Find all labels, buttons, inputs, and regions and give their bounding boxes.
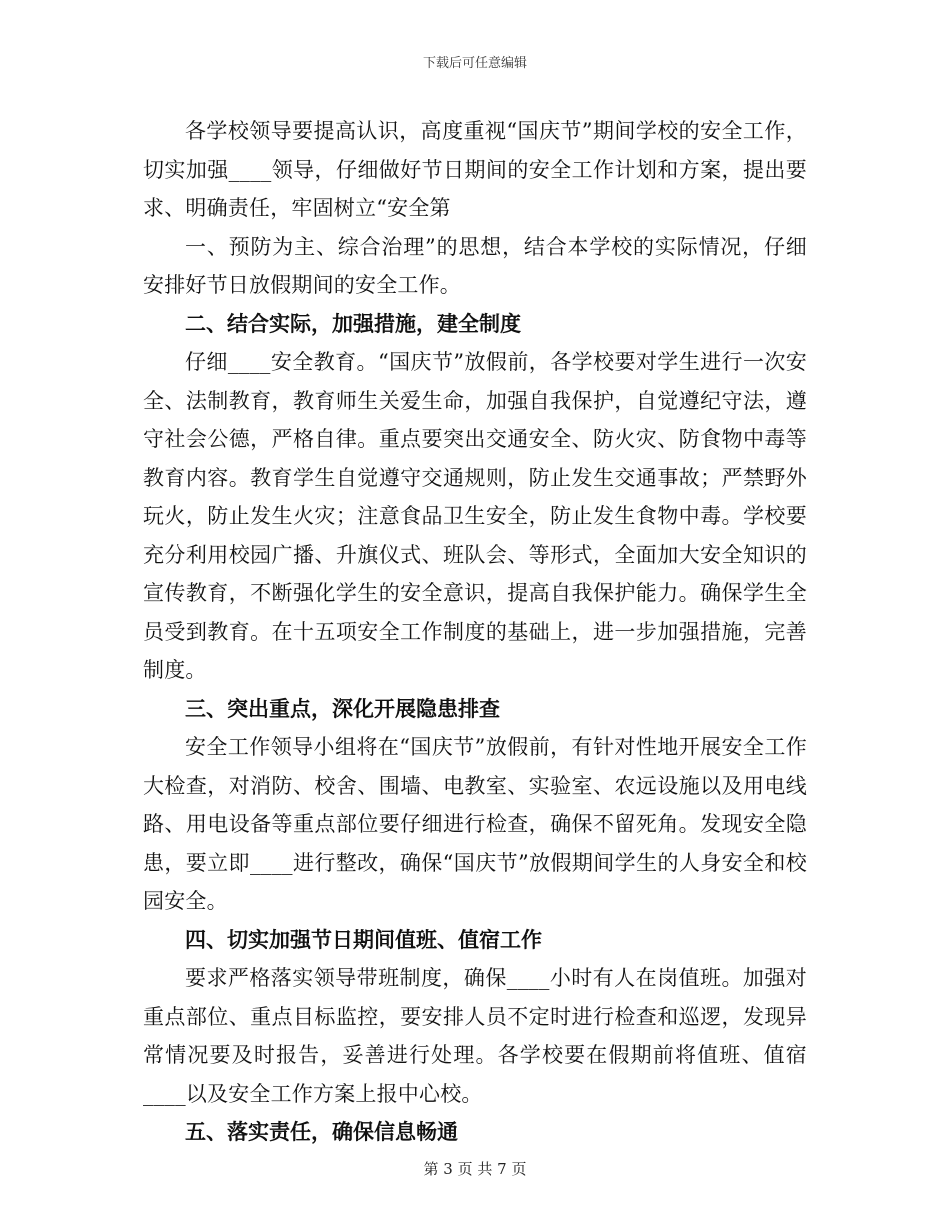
paragraph: 各学校领导要提高认识，高度重视“国庆节”期间学校的安全工作，切实加强____领导，仔细做好节日期间的安全工作计划和方案，提出要求、明确责任，牢固树立“安全第 bbox=[143, 119, 807, 220]
section-heading: 三、突出重点，深化开展隐患排查 bbox=[185, 696, 500, 721]
page-number: 第 3 页 共 7 页 bbox=[423, 1160, 527, 1178]
section-heading: 四、切实加强节日期间值班、值宿工作 bbox=[185, 927, 542, 952]
document-body bbox=[143, 112, 807, 1152]
paragraph: 要求严格落实领导带班制度，确保____小时有人在岗值班。加强对重点部位、重点目标监控，要安排人员不定时进行检查和巡逻，发现异常情况要及时报告，妥善进行处理。各学校要在假期前将值班、值宿____以及安全工作方案上报中心校。 bbox=[143, 966, 807, 1106]
section-heading: 二、结合实际，加强措施，建全制度 bbox=[185, 311, 521, 336]
paragraph: 一、预防为主、综合治理”的思想，结合本学校的实际情况，仔细安排好节日放假期间的安全工作。 bbox=[143, 234, 807, 297]
paragraph: 仔细____安全教育。“国庆节”放假前，各学校要对学生进行一次安全、法制教育，教育师生关爱生命，加强自我保护，自觉遵纪守法，遵守社会公德，严格自律。重点要突出交通安全、防火灾、防食物中毒等教育内容。教育学生自觉遵守交通规则，防止发生交通事故；严禁野外玩火，防止发生火灾；注意食品卫生安全，防止发生食物中毒。学校要充分利用校园广播、升旗仪式、班队会、等形式，全面加大安全知识的宣传教育，不断强化学生的安全意识，提高自我保护能力。确保学生全员受到教育。在十五项安全工作制度的基础上，进一步加强措施，完善制度。 bbox=[143, 350, 807, 682]
section-heading: 五、落实责任，确保信息畅通 bbox=[185, 1120, 458, 1144]
page-header: 下载后可任意编辑 bbox=[422, 56, 527, 71]
paragraph: 安全工作领导小组将在“国庆节”放假前，有针对性地开展安全工作大检查，对消防、校舍、围墙、电教室、实验室、农远设施以及用电线路、用电设备等重点部位要仔细进行检查，确保不留死角。发现安全隐患，要立即____进行整改，确保“国庆节”放假期间学生的人身安全和校园安全。 bbox=[143, 735, 807, 913]
